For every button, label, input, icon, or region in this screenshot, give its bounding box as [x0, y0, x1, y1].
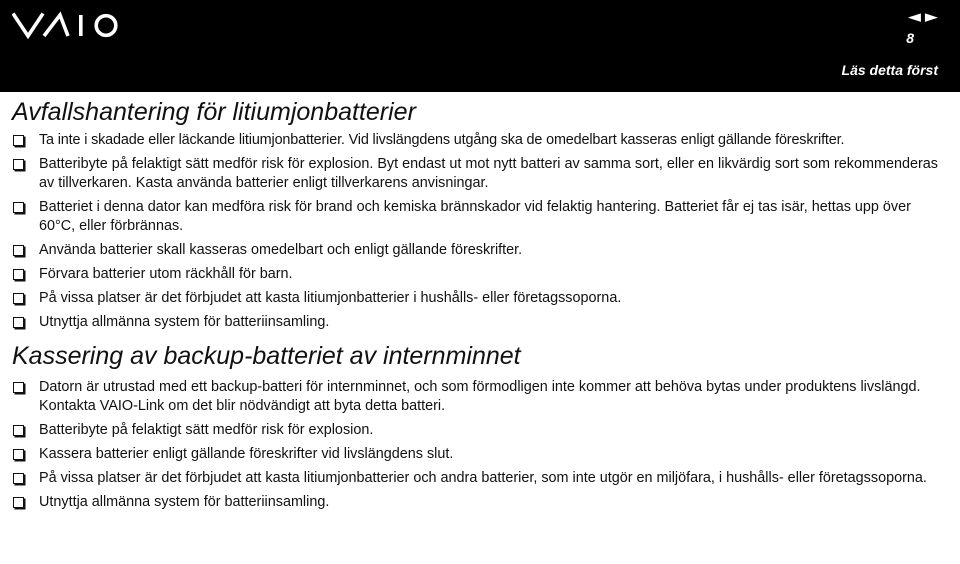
checkbox-bullet-icon — [13, 202, 24, 213]
list-item — [12, 265, 948, 284]
checkbox-bullet-icon — [13, 425, 24, 436]
list-item-text: Ta inte i skadade eller läckande litiumjonbatterier. Vid livslängdens utgång ska de omedelbart kasseras enligt gällande föreskrifter. — [39, 132, 845, 148]
checkbox-bullet-icon — [13, 269, 24, 280]
list-item-text: Utnyttja allmänna system för batteriinsamling. — [39, 314, 330, 330]
list-item-text: Datorn är utrustad med ett backup-batteri för internminnet, och som förmodligen inte kommer att behöva bytas under produktens livslängd. Kontakta VAIO-Link om det blir nödvändigt att byta detta batteri. — [39, 379, 921, 414]
list-item — [12, 131, 948, 150]
vaio-logo — [12, 10, 124, 42]
list-item — [12, 445, 948, 464]
list-item — [12, 155, 948, 193]
list-item — [12, 493, 948, 512]
list-item-text: Kassera batterier enligt gällande föreskrifter vid livslängdens slut. — [39, 446, 454, 462]
list-item-text: På vissa platser är det förbjudet att kasta litiumjonbatterier i hushålls- eller företagssoporna. — [39, 290, 622, 306]
list-item-text: På vissa platser är det förbjudet att kasta litiumjonbatterier och andra batterier, som inte utgör en miljöfara, i hushålls- eller företagssoporna. — [39, 470, 927, 486]
checkbox-bullet-icon — [13, 245, 24, 256]
list-item — [12, 313, 948, 332]
page-navigation — [908, 9, 938, 26]
list-item — [12, 378, 948, 416]
page-number: 8 — [906, 30, 914, 46]
checkbox-bullet-icon — [13, 449, 24, 460]
checkbox-bullet-icon — [13, 497, 24, 508]
backup-battery-list — [12, 378, 948, 512]
section-label-link[interactable]: Läs detta först — [841, 62, 938, 78]
checkbox-bullet-icon — [13, 382, 24, 393]
checkbox-bullet-icon — [13, 473, 24, 484]
previous-page-arrow-icon[interactable]: ◄ — [907, 7, 921, 27]
list-item — [12, 198, 948, 236]
checkbox-bullet-icon — [13, 317, 24, 328]
list-item-text: Batteriet i denna dator kan medföra risk för brand och kemiska brännskador vid felaktig hantering. Batteriet får ej tas isär, hettas upp över 60°C, eller förbrännas. — [39, 199, 911, 234]
page-header — [0, 0, 960, 92]
lithium-disposal-list — [12, 131, 948, 332]
list-item — [12, 469, 948, 488]
checkbox-bullet-icon — [13, 293, 24, 304]
document-content — [0, 92, 960, 512]
list-item — [12, 289, 948, 308]
next-page-arrow-icon[interactable]: ► — [924, 7, 938, 27]
list-item-text: Batteribyte på felaktigt sätt medför risk för explosion. — [39, 422, 374, 438]
list-item — [12, 421, 948, 440]
section-title-lithium-disposal: Avfallshantering för litiumjonbatterier — [12, 98, 416, 126]
checkbox-bullet-icon — [13, 159, 24, 170]
list-item-text: Använda batterier skall kasseras omedelbart och enligt gällande föreskrifter. — [39, 242, 523, 258]
list-item-text: Utnyttja allmänna system för batteriinsamling. — [39, 494, 330, 510]
list-item-text: Förvara batterier utom räckhåll för barn. — [39, 266, 293, 282]
list-item — [12, 241, 948, 260]
list-item-text: Batteribyte på felaktigt sätt medför risk för explosion. Byt endast ut mot nytt batteri av samma sort, eller en likvärdig sort som rekommenderas av tillverkaren. Kasta använda batterier enligt tillverkarens anvisningar. — [39, 156, 938, 191]
section-title-backup-battery: Kassering av backup-batteriet av internminnet — [12, 342, 521, 370]
checkbox-bullet-icon — [13, 135, 24, 146]
